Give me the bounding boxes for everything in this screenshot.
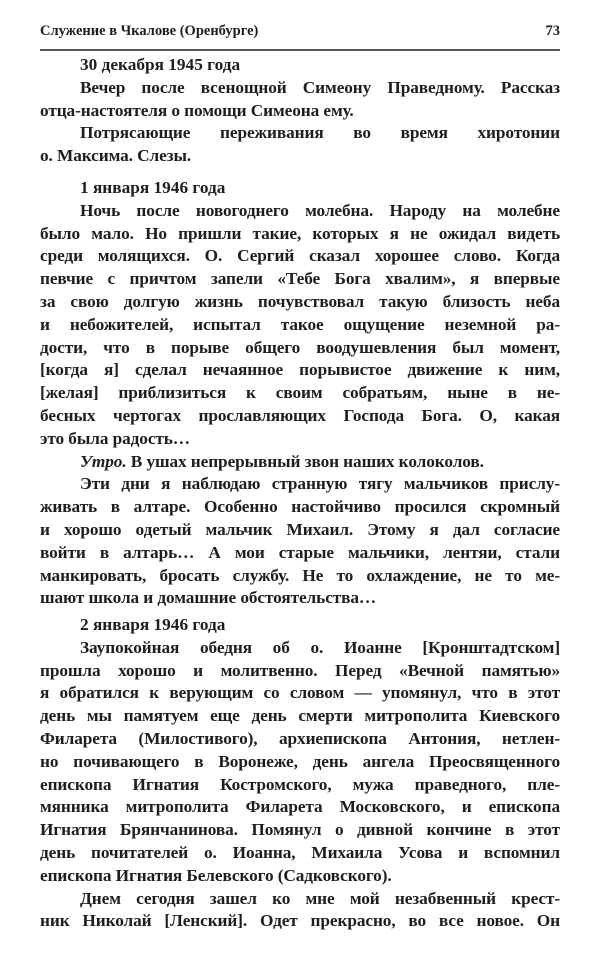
lead-word: Утро. (80, 451, 127, 471)
text-line: дости, что в порыве общего воодушевления был момент, (40, 337, 560, 357)
line-text: В ушах непрерывный звон наших колоколов. (126, 451, 484, 471)
text-line: за свою долгую жизнь почувствовал такую близость неба (40, 291, 560, 311)
text-line: войти в алтарь… А мои старые мальчики, лентяи, стали (40, 542, 560, 562)
text-line: Вечер после всенощной Симеону Праведному. Рассказ (80, 77, 560, 97)
running-title: Служение в Чкалове (Оренбурге) (40, 22, 259, 39)
text-line: прошла хорошо и молитвенно. Перед «Вечной памятью» (40, 660, 560, 680)
text-line: и хорошо одетый мальчик Михаил. Этому я дал согласие (40, 519, 560, 539)
text-line: бесных чертогах прославляющих Господа Бога. О, какая (40, 405, 560, 425)
text-line: живать в алтаре. Особенно настойчиво просился скромный (40, 497, 560, 517)
text-line: [желая] приблизиться к своим собратьям, ныне в не- (40, 383, 560, 403)
paragraph (40, 122, 560, 168)
text-line: это была радость… (40, 428, 190, 448)
text-line: Ночь после новогоднего молебна. Народу на молебне (80, 200, 560, 220)
running-header (40, 18, 560, 44)
paragraph (40, 637, 560, 888)
header-rule (40, 49, 560, 51)
text-line: Заупокойная обедня об о. Иоанне [Кронштадтском] (80, 637, 560, 657)
text-line: епископа Игнатия Костромского, мужа праведного, пле- (40, 774, 560, 794)
text-line: [когда я] сделал нечаянное порывистое движение к ним, (40, 360, 560, 380)
paragraph (40, 888, 560, 934)
text-line: день мы памятуем еще день смерти митрополита Киевского (40, 706, 560, 726)
text-line: и небожителей, испытал такое ощущение неземной ра- (40, 314, 560, 334)
text-line: певчие с причтом запели «Тебе Бога хвалим», я впервые (40, 269, 560, 289)
text-line: Днем сегодня зашел ко мне мой незабвенный крест- (80, 888, 560, 908)
text-line: манкировать, бросать службу. Не то охлаждение, не то ме- (40, 565, 560, 585)
text-line: мянника митрополита Филарета Московского, и епископа (40, 797, 560, 817)
text-line: среди молящихся. О. Сергий сказал хорошее слово. Когда (40, 246, 560, 266)
text-line: Потрясающие переживания во время хиротонии (80, 123, 560, 143)
entry-date: 1 января 1946 года (80, 178, 226, 197)
entry-date: 30 декабря 1945 года (80, 55, 241, 74)
entry-date: 2 января 1946 года (80, 615, 226, 634)
paragraph (40, 451, 560, 474)
text-line: отца-настоятеля о помощи Симеона ему. (40, 100, 354, 120)
text-line: ник Николай [Ленский]. Одет прекрасно, во все новое. Он (40, 911, 560, 931)
paragraph (40, 77, 560, 123)
text-line: Эти дни я наблюдаю странную тягу мальчиков прислу- (80, 474, 560, 494)
text-line: о. Максима. Слезы. (40, 146, 192, 166)
text-line: было мало. Но пришли такие, которых я не ожидал видеть (40, 223, 560, 243)
paragraph (40, 200, 560, 451)
text-line: день почитателей о. Иоанна, Михаила Усова и вспомнил (40, 842, 560, 862)
entry-jan-2-1946 (40, 614, 560, 933)
text-line: Игнатия Брянчанинова. Помянул о дивной кончине в этот (40, 820, 560, 840)
text-line: Филарета (Милостивого), архиепископа Антония, нетлен- (40, 728, 560, 748)
text-line: но почивающего в Воронеже, день ангела Преосвященного (40, 751, 560, 771)
text-line: епископа Игнатия Белевского (Садковского). (40, 865, 392, 885)
page-number: 73 (545, 22, 560, 39)
entry-dec-30-1945 (40, 54, 560, 168)
text-line: шают школа и домашние обстоятельства… (40, 588, 377, 608)
paragraph (40, 473, 560, 610)
text-line (40, 451, 560, 474)
text-line: я обратился к верующим со словом — упомянул, что в этот (40, 683, 560, 703)
entry-jan-1-1946 (40, 177, 560, 610)
